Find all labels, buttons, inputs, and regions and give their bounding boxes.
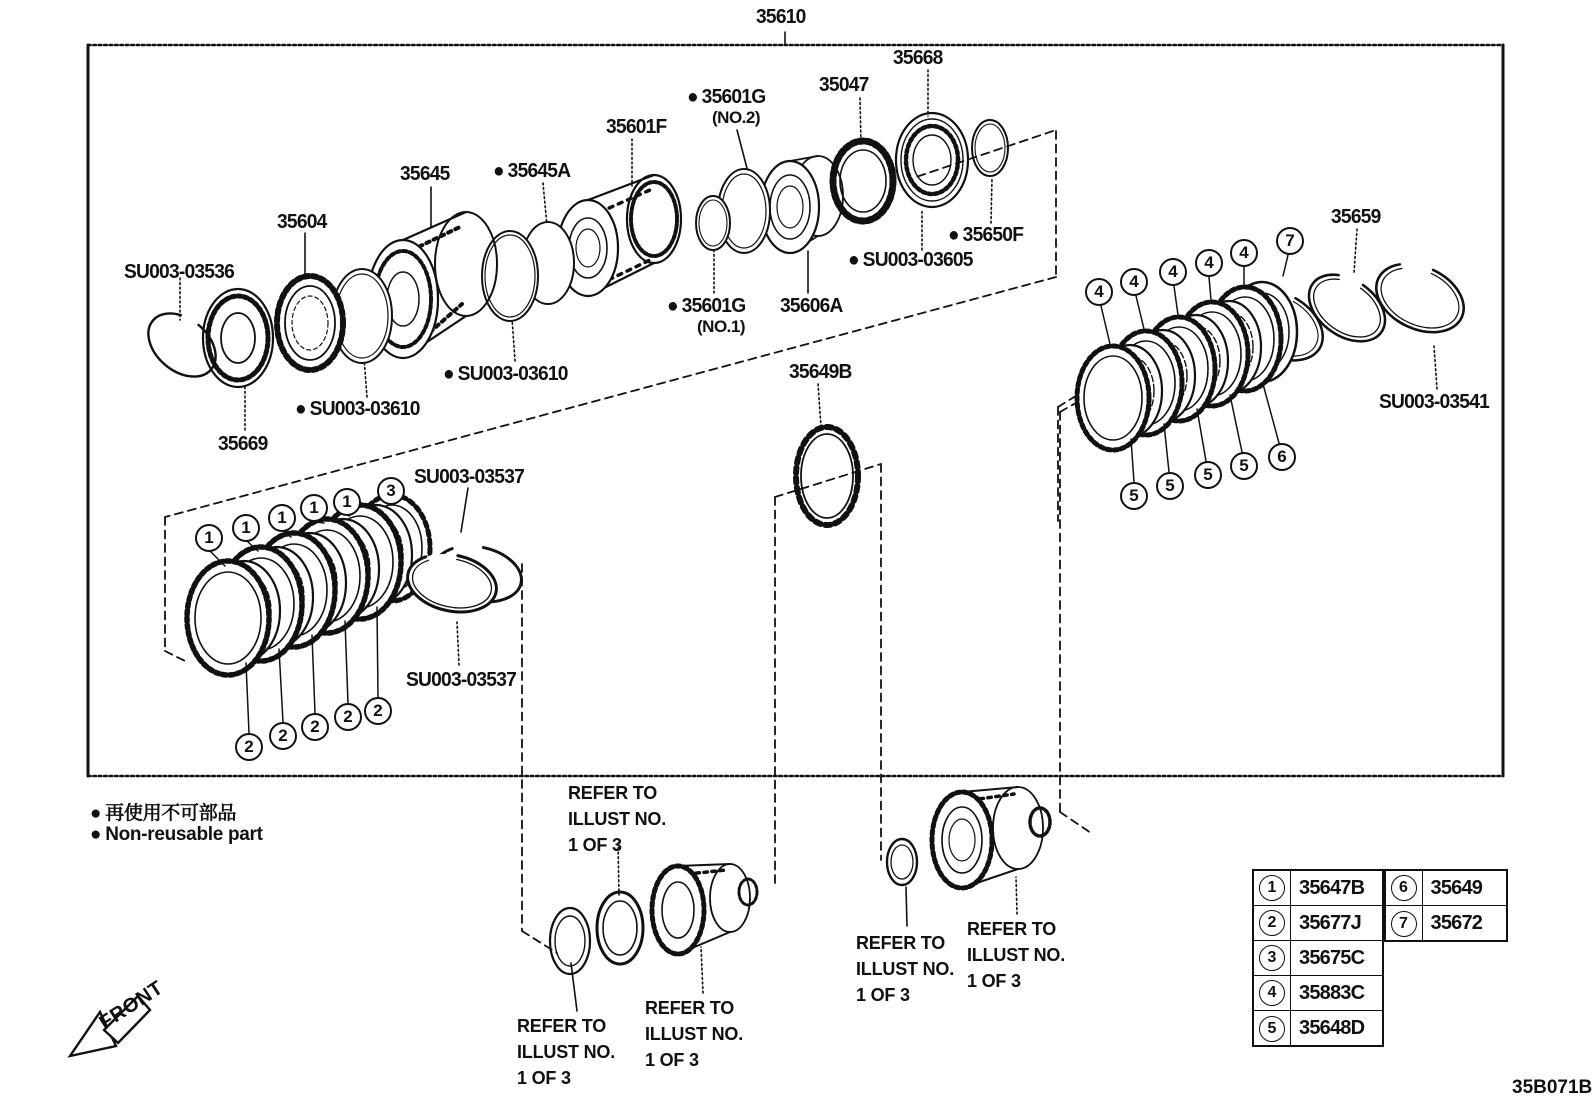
refer-note-a: REFER TO ILLUST NO. 1 OF 3 [568,783,666,855]
legend-row [1254,871,1382,906]
refer-note-c: REFER TO ILLUST NO. 1 OF 3 [645,998,743,1070]
callout-5: 5 [1156,472,1184,500]
part-35649B-toothed-ring [796,427,858,525]
callout-1: 1 [195,524,223,552]
bottom-left-washer [550,908,590,974]
callout-4: 4 [1230,239,1258,267]
legend-part-number: 35648D [1299,1017,1365,1039]
callout-7: 7 [1276,227,1304,255]
non-reusable-dot-icon: ● [493,160,504,182]
label-35668: 35668 [893,47,943,69]
label-35604: 35604 [277,211,327,233]
front-direction-label: FRONT [95,976,168,1035]
callout-3: 3 [377,477,405,505]
note-non-reusable-en: ● Non-reusable part [90,824,263,845]
legend-callout-2: 2 [1259,910,1285,936]
callout-2: 2 [364,697,392,725]
label-35047: 35047 [819,74,869,96]
legend-row [1254,941,1382,976]
part-35668-bearing-rings [896,113,968,207]
callout-1: 1 [232,514,260,542]
part-35604-toothed-ring [277,276,343,370]
legend-callout-5: 5 [1259,1016,1285,1042]
legend-table-right [1384,869,1508,942]
callout-1: 1 [333,488,361,516]
label-su003-03610-right: ● SU003-03610 [443,363,568,385]
legend-callout-3: 3 [1259,945,1285,971]
legend-part-number: 35675C [1299,946,1365,969]
refer-note-e: REFER TO ILLUST NO. 1 OF 3 [967,919,1065,991]
legend-part-number: 35677J [1299,911,1361,934]
non-reusable-dot-icon: ● [90,803,102,824]
callout-2: 2 [269,722,297,750]
label-su003-03537-top: SU003-03537 [414,466,525,488]
legend-part-number: 35647B [1299,876,1365,899]
bottom-right-ring [887,839,917,885]
label-su003-03541: SU003-03541 [1379,391,1490,413]
left-clutch-stack [187,495,430,675]
refer-note-b: REFER TO ILLUST NO. 1 OF 3 [517,1016,615,1088]
non-reusable-dot-icon: ● [443,363,454,385]
label-35601G-no2-sub: (NO.2) [712,108,760,127]
callout-4: 4 [1085,278,1113,306]
bottom-left-ring [597,892,643,964]
part-35601G-no1-ring [696,196,730,250]
part-35669-bearing [203,289,273,387]
legend-row [1254,976,1382,1011]
label-35650F: ● 35650F [948,224,1024,246]
bottom-left-drum [652,864,757,954]
callout-5: 5 [1120,482,1148,510]
label-35601G-no1-sub: (NO.1) [697,317,745,336]
label-su003-03605: ● SU003-03605 [848,249,973,271]
part-35601F-drum [558,175,681,296]
legend-part-number: 35672 [1430,912,1483,934]
legend-part-number: 35649 [1430,876,1483,899]
non-reusable-dot-icon: ● [667,295,678,317]
label-35659: 35659 [1331,206,1381,228]
legend-callout-6: 6 [1391,875,1417,901]
refer-note-d: REFER TO ILLUST NO. 1 OF 3 [856,933,954,1005]
label-35645A: ● 35645A [493,160,571,182]
legend-table-left [1252,869,1384,1047]
label-35601G-no1: ● 35601G [667,295,746,317]
figure-code: 35B071B [1512,1077,1592,1098]
callout-6: 6 [1268,443,1296,471]
callout-2: 2 [301,713,329,741]
part-ring-su003-03610-right [482,231,538,321]
label-35645: 35645 [400,163,450,185]
legend-row [1386,906,1506,941]
callout-4: 4 [1120,268,1148,296]
bottom-right-drum [932,787,1050,888]
callout-4: 4 [1195,249,1223,277]
label-35610: 35610 [756,6,806,28]
legend-row [1254,906,1382,941]
legend-row [1386,871,1506,906]
plate-4-friction [1077,346,1149,450]
callout-1: 1 [300,494,328,522]
callout-1: 1 [268,504,296,532]
non-reusable-dot-icon: ● [90,824,102,845]
non-reusable-dot-icon: ● [848,249,859,271]
callout-2: 2 [334,703,362,731]
note-non-reusable-jp: ● 再使用不可部品 [90,803,237,824]
legend-part-number: 35883C [1299,981,1365,1004]
label-su003-03537-bottom: SU003-03537 [406,669,517,691]
label-35669: 35669 [218,433,268,455]
non-reusable-dot-icon: ● [687,86,698,108]
label-35601G-no2: ● 35601G [687,86,766,108]
legend-callout-1: 1 [1259,875,1285,901]
callout-2: 2 [235,733,263,761]
label-35606A: 35606A [780,295,843,317]
label-35601F: 35601F [606,116,667,138]
callout-5: 5 [1230,452,1258,480]
legend-callout-4: 4 [1259,980,1285,1006]
legend-row [1254,1011,1382,1046]
plate-1-friction [187,561,269,675]
non-reusable-dot-icon: ● [295,398,306,420]
label-su003-03610-left: ● SU003-03610 [295,398,420,420]
callout-4: 4 [1159,258,1187,286]
legend-callout-7: 7 [1391,911,1417,937]
callout-5: 5 [1194,461,1222,489]
label-su003-03536: SU003-03536 [124,261,235,283]
label-35649B: 35649B [789,361,852,383]
right-clutch-stack [1077,275,1335,450]
non-reusable-dot-icon: ● [948,224,959,246]
